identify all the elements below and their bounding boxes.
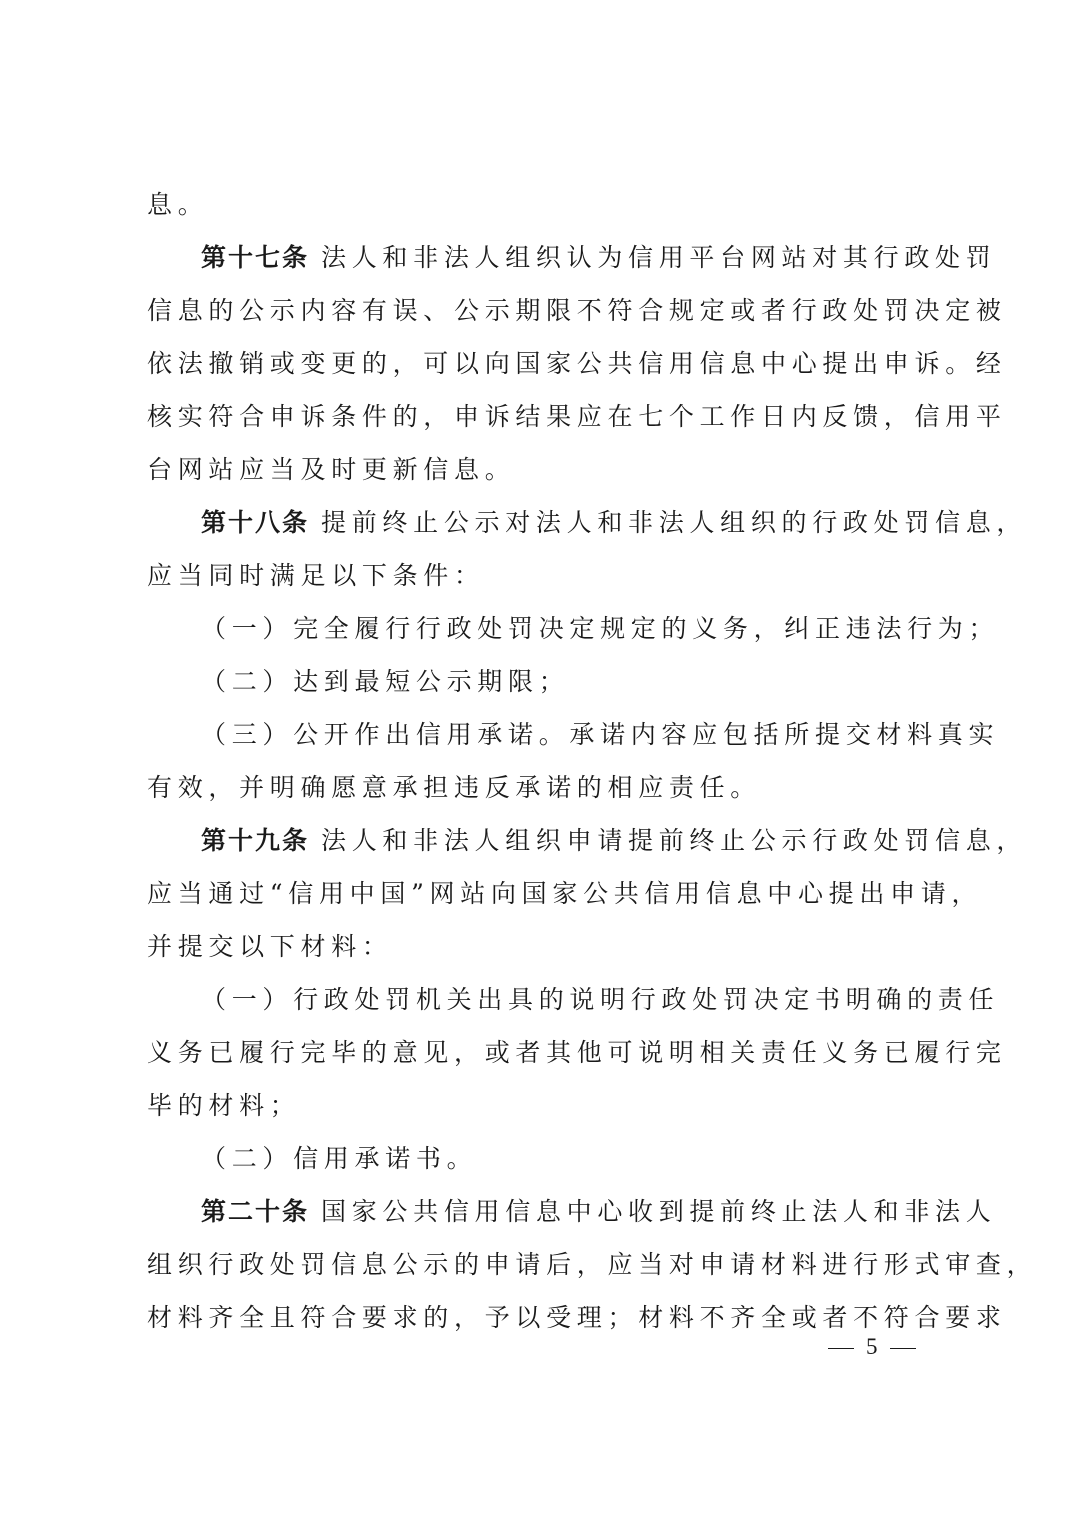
page-number-footer xyxy=(0,1331,1074,1363)
text-line xyxy=(147,1079,927,1132)
line-text: 国家公共信用信息中心收到提前终止法人和非法人 xyxy=(321,1197,997,1226)
article-heading: 第十七条 xyxy=(201,243,310,272)
text-line xyxy=(147,549,927,602)
text-line xyxy=(147,602,1000,655)
line-text: 台网站应当及时更新信息。 xyxy=(147,455,516,484)
text-line xyxy=(147,1132,927,1185)
document-body xyxy=(147,178,1038,1344)
dash-left xyxy=(828,1348,854,1350)
line-text: 核实符合申诉条件的，申诉结果应在七个工作日内反馈，信用平 xyxy=(147,402,1007,431)
text-line xyxy=(147,390,1007,443)
text-line xyxy=(147,231,997,284)
line-text: （三）公开作出信用承诺。承诺内容应包括所提交材料真实 xyxy=(201,720,1000,749)
text-line xyxy=(147,443,927,496)
article-heading: 第十八条 xyxy=(201,508,310,537)
line-text: 信息的公示内容有误、公示期限不符合规定或者行政处罚决定被 xyxy=(147,296,1007,325)
text-line xyxy=(147,1185,997,1238)
line-text: （一）行政处罚机关出具的说明行政处罚决定书明确的责任 xyxy=(201,985,1000,1014)
line-text: 应当同时满足以下条件： xyxy=(147,561,485,590)
line-text: 息。 xyxy=(147,190,209,219)
text-line xyxy=(147,1026,1007,1079)
article-heading: 第二十条 xyxy=(201,1197,310,1226)
text-line xyxy=(147,867,983,920)
text-line xyxy=(147,973,1000,1026)
text-line xyxy=(147,655,927,708)
text-line xyxy=(147,920,927,973)
text-line xyxy=(147,178,927,231)
page-number: 5 xyxy=(866,1334,878,1359)
text-line xyxy=(147,337,1007,390)
line-text: （一）完全履行行政处罚决定规定的义务，纠正违法行为； xyxy=(201,614,1000,643)
text-line xyxy=(147,496,1028,549)
line-text: （二）信用承诺书。 xyxy=(201,1144,478,1173)
text-line xyxy=(147,814,1028,867)
line-text: 有效，并明确愿意承担违反承诺的相应责任。 xyxy=(147,773,762,802)
line-text: 依法撤销或变更的，可以向国家公共信用信息中心提出申诉。经 xyxy=(147,349,1007,378)
line-text: 提前终止公示对法人和非法人组织的行政处罚信息， xyxy=(321,508,1028,537)
article-heading: 第十九条 xyxy=(201,826,310,855)
line-text: 义务已履行完毕的意见，或者其他可说明相关责任义务已履行完 xyxy=(147,1038,1007,1067)
line-text: 材料齐全且符合要求的，予以受理；材料不齐全或者不符合要求 xyxy=(147,1303,1007,1332)
line-text: 法人和非法人组织申请提前终止公示行政处罚信息， xyxy=(321,826,1028,855)
line-text: 并提交以下材料： xyxy=(147,932,393,961)
text-line xyxy=(147,284,1007,337)
line-text: 毕的材料； xyxy=(147,1091,301,1120)
text-line xyxy=(147,761,927,814)
line-text: 法人和非法人组织认为信用平台网站对其行政处罚 xyxy=(321,243,997,272)
text-line xyxy=(147,708,1000,761)
dash-right xyxy=(890,1348,916,1350)
line-text: （二）达到最短公示期限； xyxy=(201,667,570,696)
text-line xyxy=(147,1238,1038,1291)
line-text: 组织行政处罚信息公示的申请后，应当对申请材料进行形式审查， xyxy=(147,1250,1038,1279)
line-text: 应当通过“信用中国”网站向国家公共信用信息中心提出申请， xyxy=(147,879,983,908)
